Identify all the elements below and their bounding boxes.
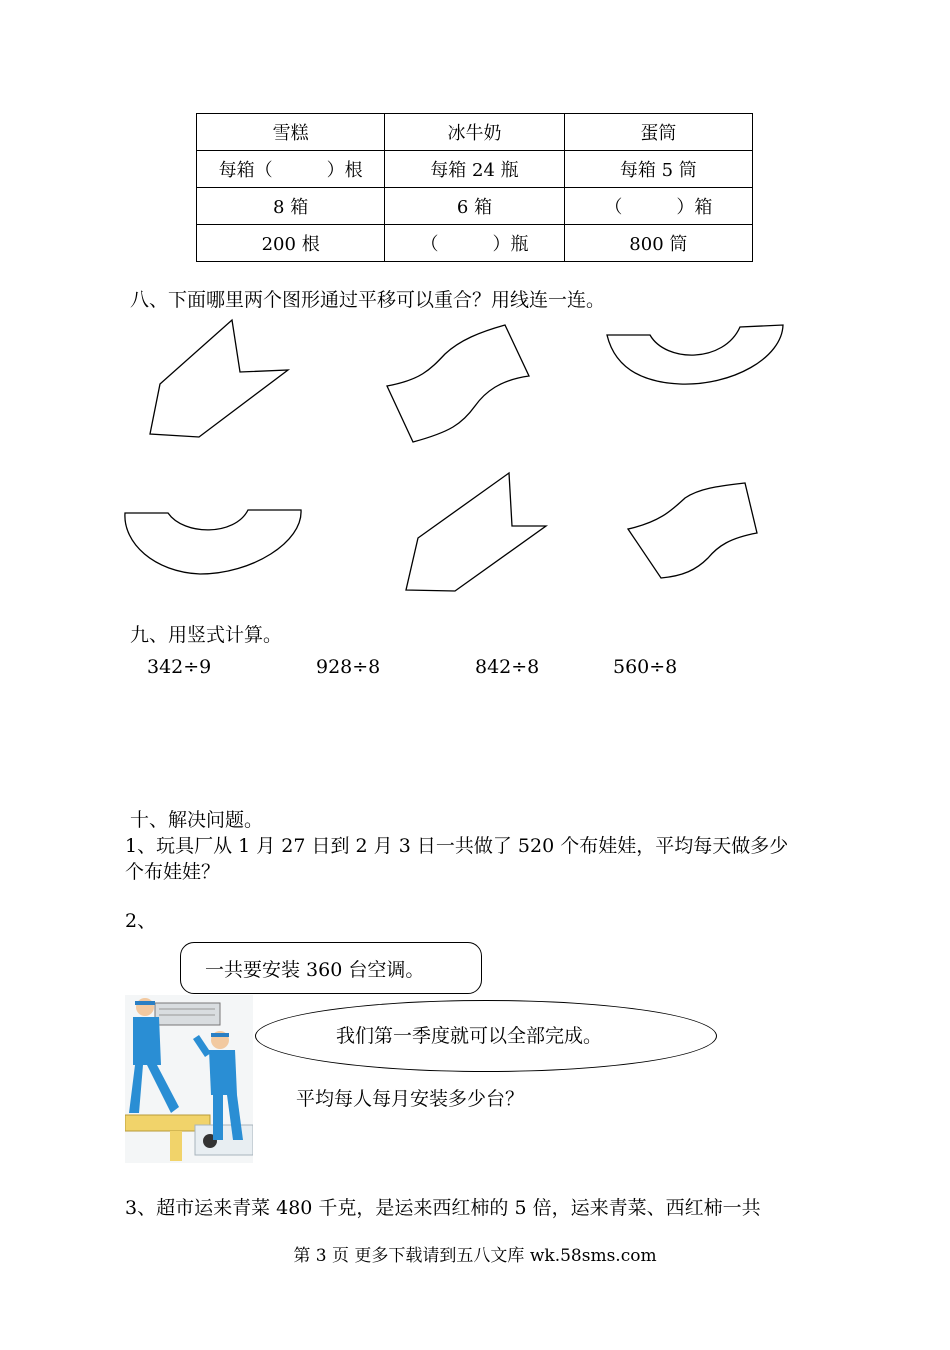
flag-shape: [628, 483, 757, 578]
question-2-prompt: 平均每人每月安装多少台？: [296, 1088, 525, 1110]
section10-title: 十、解决问题。: [130, 809, 264, 831]
question-2-label: 2、: [125, 910, 157, 932]
division-problem: 928÷8: [316, 656, 381, 678]
table-cell: 每箱 5 筒: [564, 151, 752, 188]
division-problem: 842÷8: [475, 656, 540, 678]
table-cell: 800 筒: [564, 225, 752, 262]
question-1-line2: 个布娃娃？: [125, 861, 221, 883]
table-row: [197, 114, 753, 151]
speech-bubble: [180, 942, 482, 994]
question-3-line1: 3、超市运来青菜 480 千克，是运来西红柿的 5 倍，运来青菜、西红柿一共: [125, 1197, 761, 1219]
shapes-figure: [0, 310, 950, 600]
speech-bubble-text: 一共要安装 360 台空调。: [205, 959, 425, 981]
table-cell: 200 根: [197, 225, 385, 262]
table-row: [197, 151, 753, 188]
speech-bubble-text: 我们第一季度就可以全部完成。: [336, 1025, 603, 1047]
table-cell: 冰牛奶: [385, 114, 564, 151]
table-cell: 6 箱: [385, 188, 564, 225]
table-row: [197, 188, 753, 225]
section9-title: 九、用竖式计算。: [130, 624, 283, 646]
crescent-shape: [125, 510, 301, 574]
flag-shape: [387, 325, 529, 442]
speech-bubble: [255, 1000, 717, 1072]
table-cell: 每箱（ ）根: [197, 151, 385, 188]
table-cell: 蛋筒: [564, 114, 752, 151]
table-cell: 雪糕: [197, 114, 385, 151]
question-1-line1: 1、玩具厂从 1 月 27 日到 2 月 3 日一共做了 520 个布娃娃，平均每天做多少: [125, 835, 789, 857]
quantity-table: [196, 113, 753, 262]
arrow-shape: [150, 320, 288, 437]
crescent-shape: [607, 325, 783, 384]
table-cell: （ ）瓶: [385, 225, 564, 262]
page-footer: 第 3 页 更多下载请到五八文库 wk.58sms.com: [293, 1246, 657, 1266]
arrow-shape: [406, 473, 546, 591]
division-problem: 342÷9: [147, 656, 212, 678]
table-cell: 每箱 24 瓶: [385, 151, 564, 188]
table-row: [197, 225, 753, 262]
division-problem: 560÷8: [613, 656, 678, 678]
table-cell: （ ）箱: [564, 188, 752, 225]
section8-title: 八、下面哪里两个图形通过平移可以重合？用线连一连。: [130, 289, 606, 311]
table-cell: 8 箱: [197, 188, 385, 225]
workers-installing-air-conditioner-icon: [125, 995, 253, 1163]
